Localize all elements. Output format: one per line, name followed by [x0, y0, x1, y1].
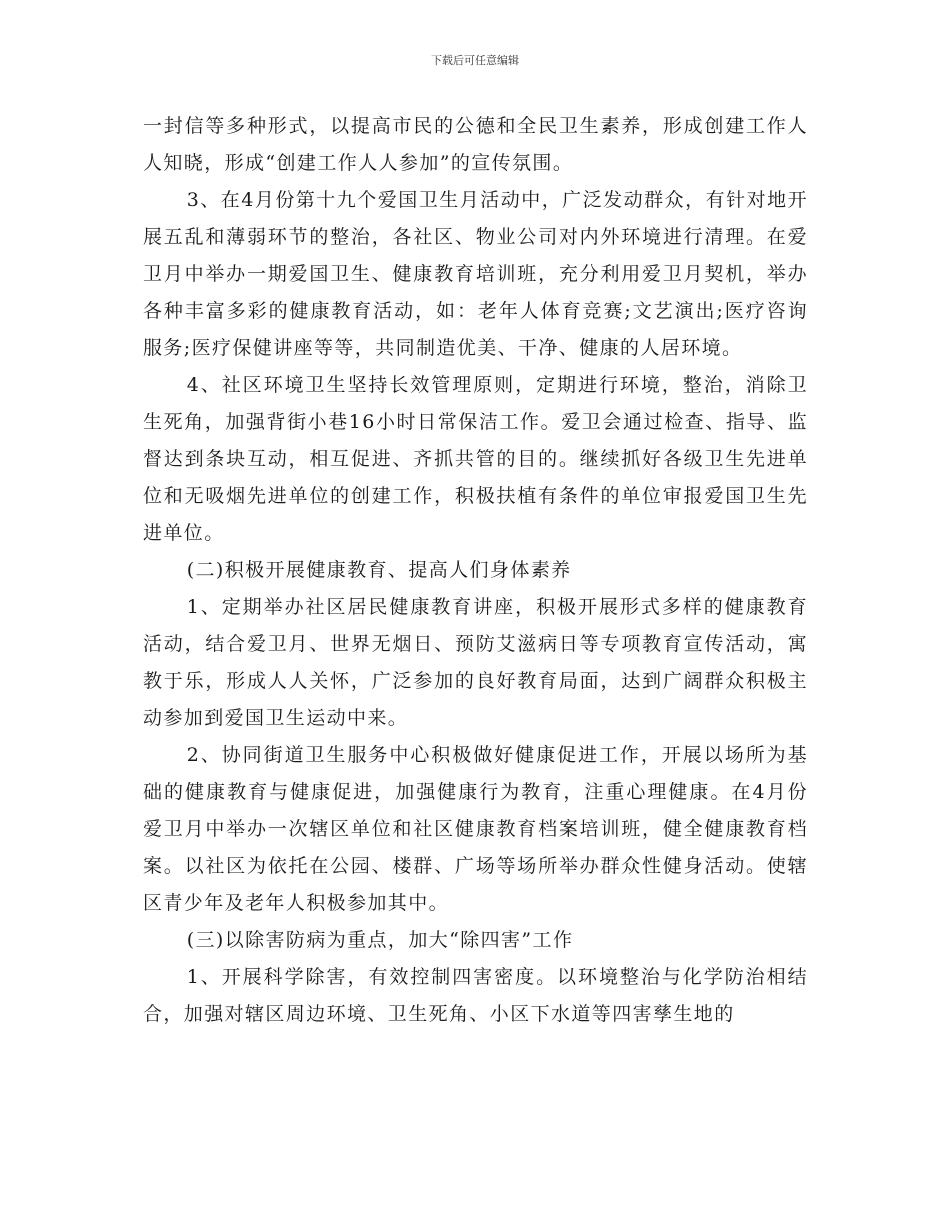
paragraph-health-2: 2、协同街道卫生服务中心积极做好健康促进工作，开展以场所为基础的健康教育与健康促进，加强健康行为教育，注重心理健康。在4月份爱卫月中举办一次辖区单位和社区健康教育档案培训班，健全健康教育档案。以社区为依托在公园、楼群、广场等场所举办群众性健身活动。使辖区青少年及老年人积极参加其中。 [143, 744, 808, 914]
document-body [143, 108, 808, 1033]
section-heading-2: (二)积极开展健康教育、提高人们身体素养 [186, 559, 572, 581]
paragraph-continuation: 一封信等多种形式，以提高市民的公德和全民卫生素养，形成创建工作人人知晓，形成“创建工作人人参加”的宣传氛围。 [143, 115, 808, 174]
paragraph-item-3: 3、在4月份第十九个爱国卫生月活动中，广泛发动群众，有针对地开展五乱和薄弱环节的整治，各社区、物业公司对内外环境进行清理。在爱卫月中举办一期爱国卫生、健康教育培训班，充分利用爱卫月契机，举办各种丰富多彩的健康教育活动，如：老年人体育竞赛;文艺演出;医疗咨询服务;医疗保健讲座等等，共同制造优美、干净、健康的人居环境。 [143, 189, 808, 359]
section-heading-3: (三)以除害防病为重点，加大“除四害”工作 [186, 929, 574, 951]
paragraph-health-1: 1、定期举办社区居民健康教育讲座，积极开展形式多样的健康教育活动，结合爱卫月、世界无烟日、预防艾滋病日等专项教育宣传活动，寓教于乐，形成人人关怀，广泛参加的良好教育局面，达到广阔群众积极主动参加到爱国卫生运动中来。 [143, 596, 808, 729]
page-header-note: 下载后可任意编辑 [431, 54, 519, 67]
paragraph-item-4: 4、社区环境卫生坚持长效管理原则，定期进行环境，整治，消除卫生死角，加强背街小巷16小时日常保洁工作。爱卫会通过检查、指导、监督达到条块互动，相互促进、齐抓共管的目的。继续抓好各级卫生先进单位和无吸烟先进单位的创建工作，积极扶植有条件的单位审报爱国卫生先进单位。 [143, 374, 808, 544]
paragraph-pest-1: 1、开展科学除害，有效控制四害密度。以环境整治与化学防治相结合，加强对辖区周边环境、卫生死角、小区下水道等四害孳生地的 [143, 966, 808, 1025]
